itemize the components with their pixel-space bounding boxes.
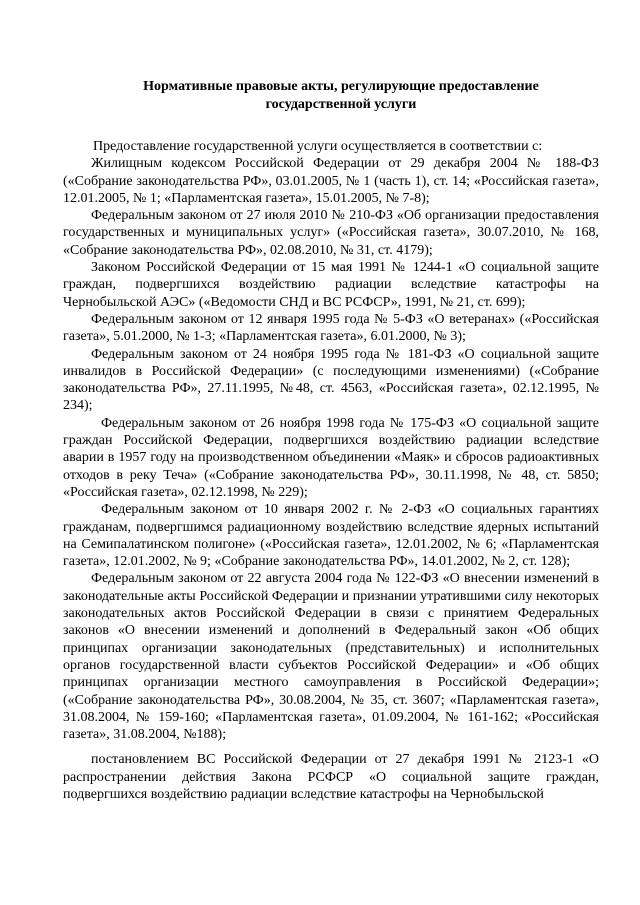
document-title xyxy=(83,78,599,114)
paragraph-housing-code: Жилищным кодексом Российской Федерации от 29 декабря 2004 № 188-ФЗ («Собрание законодательства РФ», 03.01.2005, № 1 (часть 1), ст. 14; «Российская газета», 12.01.2005, № 1; «Парламентская газета», 15.01.2005, № 7-8); xyxy=(63,156,599,206)
document-page xyxy=(63,78,599,803)
intro-paragraph: Предоставление государственной услуги осуществляется в соответствии с: xyxy=(93,139,543,154)
document-title-line-2: государственной услуги xyxy=(265,97,417,112)
paragraph-law-2fz: Федеральным законом от 10 января 2002 г. № 2-ФЗ «О социальных гарантиях гражданам, подвергшимся радиационному воздействию вследствие ядерных испытаний на Семипалатинском полигоне» («Российская газета», 12.01.2002, № 6; «Парламентская газета», 12.01.2002, № 9; «Собрание законодательства РФ», 14.01.2002, № 2, ст. 128); xyxy=(63,502,599,570)
paragraph-law-1244-1: Законом Российской Федерации от 15 мая 1991 № 1244-1 «О социальной защите граждан, подвергшихся воздействию радиации вследствие катастрофы на Чернобыльской АЭС» («Ведомости СНД и ВС РСФСР», 1991, № 21, ст. 699); xyxy=(63,260,599,310)
paragraph-law-175fz: Федеральным законом от 26 ноября 1998 года № 175-ФЗ «О социальной защите граждан Российской Федерации, подвергшихся воздействию радиации вследствие аварии в 1957 году на производственном объединении «Маяк» и сбросов радиоактивных отходов в реку Теча» («Собрание законодательства РФ», 30.11.1998, № 48, ст. 5850; «Российская газета», 02.12.1998, № 229); xyxy=(63,415,599,500)
paragraph-resolution-2123-1: постановлением ВС Российской Федерации от 27 декабря 1991 № 2123-1 «О распространении действия Закона РСФСР «О социальной защите граждан, подвергшихся воздействию радиации вследствие катастрофы на Чернобыльской xyxy=(63,752,599,802)
paragraph-law-122fz: Федеральным законом от 22 августа 2004 года № 122-ФЗ «О внесении изменений в законодательные акты Российской Федерации и признании утратившими силу некоторых законодательных актов Российской Федерации в связи с принятием Федеральных законов «О внесении изменений и дополнений в Федеральный закон «Об общих принципах организации законодательных (представительных) и исполнительных органов государственной власти субъектов Российской Федерации» и «Об общих принципах организации местного самоуправления в Российской Федерации»; («Собрание законодательства РФ», 30.08.2004, № 35, ст. 3607; «Парламентская газета», 31.08.2004, № 159-160; «Парламентская газета», 01.09.2004, № 161-162; «Российская газета», 31.08.2004, №188); xyxy=(63,571,599,743)
paragraph-law-181fz: Федеральным законом от 24 ноября 1995 года № 181-ФЗ «О социальной защите инвалидов в Российской Федерации» (с последующими изменениями) («Собрание законодательства РФ», 27.11.1995, №48, ст. 4563, «Российская газета», 02.12.1995, № 234); xyxy=(63,346,599,414)
paragraph-law-210fz: Федеральным законом от 27 июля 2010 № 210-ФЗ «Об организации предоставления государственных и муниципальных услуг» («Российская газета», 30.07.2010, № 168, «Собрание законодательства РФ», 02.08.2010, № 31, ст. 4179); xyxy=(63,208,599,258)
paragraph-law-5fz: Федеральным законом от 12 января 1995 года № 5-ФЗ «О ветеранах» («Российская газета», 5.01.2000, № 1-3; «Парламентская газета», 6.01.2000, № 3); xyxy=(63,311,599,345)
document-title-line-1: Нормативные правовые акты, регулирующие предоставление xyxy=(143,79,539,94)
